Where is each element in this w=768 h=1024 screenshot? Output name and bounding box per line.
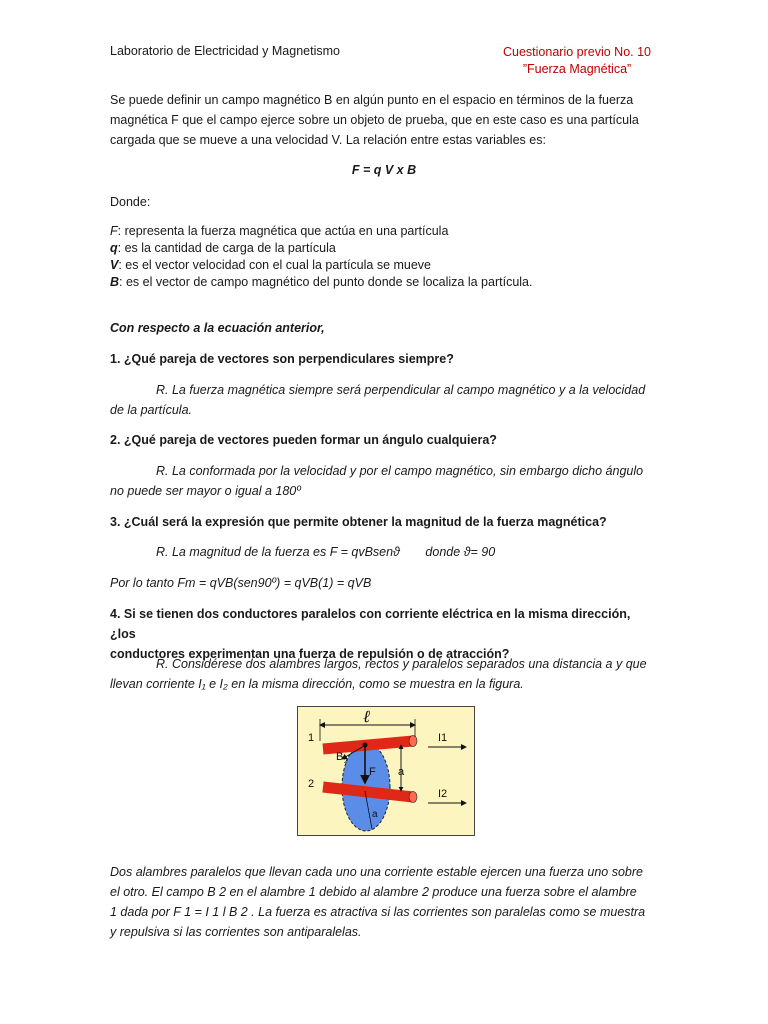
definition-text: : es el vector de campo magnético del punto donde se localiza la partícula. <box>119 275 533 289</box>
wire-1-label: 1 <box>308 732 315 744</box>
conclusion-line: 1 dada por F 1 = I 1 l B 2 . La fuerza es atractiva si las corrientes son paralelas como se muestra <box>110 905 646 919</box>
wire-2-label: 2 <box>308 778 315 790</box>
donde-label: Donde: <box>110 195 151 209</box>
force-label: F <box>369 766 376 778</box>
answer-2 <box>110 461 658 501</box>
parallel-wires-figure <box>297 706 475 836</box>
answer-line: de la partícula. <box>110 403 192 417</box>
wire-2 <box>323 787 413 797</box>
answer-3 <box>110 542 658 562</box>
field-label: B <box>336 751 344 763</box>
answer-1 <box>110 380 658 420</box>
answer-line: R. La magnitud de la fuerza es F = qvBsenϑ <box>156 545 400 559</box>
question-line: 4. Si se tienen dos conductores paralelos con corriente eléctrica en la misma dirección, ¿los <box>110 607 631 641</box>
definition-symbol: V <box>110 258 119 272</box>
wire-1-end <box>409 736 417 747</box>
wire-2-end <box>409 792 417 803</box>
question-3: 3. ¿Cuál será la expresión que permite obtener la magnitud de la fuerza magnética? <box>110 515 607 529</box>
answer-condition: donde ϑ= 90 <box>425 545 496 559</box>
answer-line: R. La conformada por la velocidad y por el campo magnético, sin embargo dicho ángulo <box>156 464 644 478</box>
answer-3-result: Por lo tanto Fm = qVB(sen90º) = qVB(1) = qVB <box>110 576 372 590</box>
header-questionnaire-number: Cuestionario previo No. 10 <box>503 45 651 59</box>
conclusion-line: Dos alambres paralelos que llevan cada uno una corriente estable ejercen una fuerza uno sobre <box>110 865 643 879</box>
definition-text: : representa la fuerza magnética que actúa en una partícula <box>117 224 449 238</box>
conclusion-line: el otro. El campo B 2 en el alambre 1 debido al alambre 2 produce una fuerza sobre el alambre <box>110 885 637 899</box>
definitions-list <box>110 223 658 291</box>
header-topic: ”Fuerza Magnética” <box>522 62 632 76</box>
answer-line: R. Considérese dos alambres largos, rectos y paralelos separados una distancia a y que <box>156 657 647 671</box>
length-label: ℓ <box>363 707 371 727</box>
answer-4 <box>110 654 658 694</box>
answer-line: no puede ser mayor o igual a 180º <box>110 484 301 498</box>
radius-label: a <box>372 809 378 820</box>
force-equation: F = q V x B <box>351 163 417 177</box>
intro-paragraph <box>110 90 658 150</box>
definition-text: : es la cantidad de carga de la partícula <box>117 241 336 255</box>
figure-canvas <box>298 707 474 835</box>
section-intro: Con respecto a la ecuación anterior, <box>110 321 325 335</box>
intro-line: Se puede definir un campo magnético B en algún punto en el espacio en términos de la fuerza <box>110 93 634 107</box>
distance-label: a <box>398 766 405 778</box>
definition-item <box>110 274 658 291</box>
wire-1 <box>323 741 413 749</box>
question-line: conductores experimentan una fuerza de repulsión o de atracción? <box>110 647 510 661</box>
definition-text: : es el vector velocidad con el cual la partícula se mueve <box>118 258 432 272</box>
header-questionnaire <box>497 44 657 78</box>
intro-line: cargada que se mueve a una velocidad V. La relación entre estas variables es: <box>110 133 546 147</box>
definition-symbol: q <box>110 241 118 255</box>
field-label-sub: 2 <box>344 759 348 765</box>
conclusion-line: y repulsiva si las corrientes son antiparalelas. <box>110 925 362 939</box>
definition-item <box>110 257 658 274</box>
definition-symbol: B <box>110 275 120 289</box>
definition-item <box>110 223 658 240</box>
question-2: 2. ¿Qué pareja de vectores pueden formar un ángulo cualquiera? <box>110 433 497 447</box>
question-1: 1. ¿Qué pareja de vectores son perpendiculares siempre? <box>110 352 454 366</box>
intro-line: magnética F que el campo ejerce sobre un objeto de prueba, que en este caso es una partícula <box>110 113 639 127</box>
current-1-label: I1 <box>438 732 448 744</box>
answer-line: llevan corriente I₁ e I₂ en la misma dirección, como se muestra en la figura. <box>110 677 524 691</box>
header-course-title: Laboratorio de Electricidad y Magnetismo <box>110 44 340 58</box>
definition-symbol: F <box>110 224 118 238</box>
conclusion-paragraph <box>110 862 658 942</box>
definition-item <box>110 240 658 257</box>
current-2-label: I2 <box>438 788 448 800</box>
answer-line: R. La fuerza magnética siempre será perpendicular al campo magnético y a la velocidad <box>156 383 646 397</box>
